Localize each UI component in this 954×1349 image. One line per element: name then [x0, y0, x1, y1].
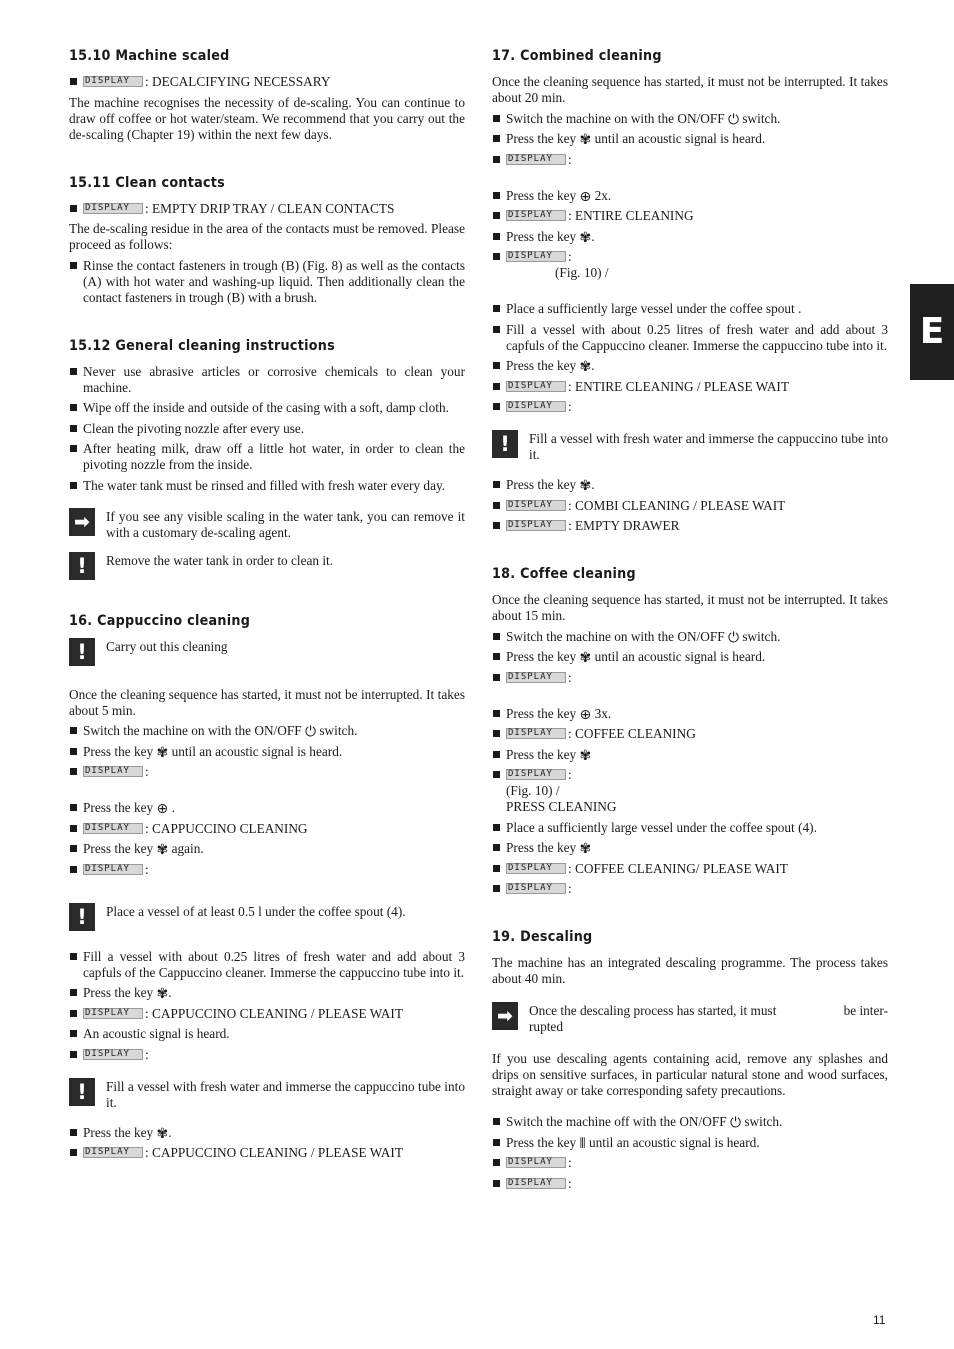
steam-key-icon: ✾ — [156, 1125, 169, 1142]
steam-key-icon: ✾ — [579, 747, 592, 764]
display-line: DISPLAY : COFFEE CLEANING/ PLEASE WAIT — [492, 861, 888, 877]
power-icon: ⏻ — [727, 111, 740, 128]
display-icon: DISPLAY — [506, 1178, 566, 1189]
tip-note: ➡ Once the descaling process has started, it must be inter- rupted — [492, 1003, 888, 1035]
list-item: Press the key ✾ — [492, 747, 888, 763]
figure-reference: (Fig. 10) / — [506, 783, 560, 798]
list-item: Press the key ⊕ . — [69, 800, 465, 816]
display-text: PRESS CLEANING — [506, 799, 617, 814]
steam-key-icon: ✾ — [579, 841, 592, 857]
display-line: DISPLAY : — [492, 1176, 888, 1192]
section-title-15-10: 15.10 Machine scaled — [69, 48, 230, 64]
left-column — [69, 48, 465, 1161]
paragraph: The machine recognises the necessity of de-scaling. You can continue to draw off coffee or hot water/steam. We recommend that you carry out the de-scaling (Chapter 19) within the next few days. — [69, 94, 465, 142]
arrow-icon: ➡ — [492, 1002, 518, 1030]
chapter-tab: E — [910, 284, 954, 380]
list-item: Clean the pivoting nozzle after every use. — [69, 421, 465, 437]
list-item: Fill a vessel with about 0.25 litres of fresh water and add about 3 capfuls of the Cappuccino cleaner. Immerse the cappuccino tube into it. — [492, 322, 888, 354]
tip-note: ➡ If you see any visible scaling in the water tank, you can remove it with a customary de-scaling agent. — [69, 509, 465, 541]
display-icon: DISPLAY — [83, 1147, 143, 1158]
warning-icon: ! — [69, 903, 95, 931]
display-line: DISPLAY : — [492, 152, 888, 168]
paragraph: The machine has an integrated descaling programme. The process takes about 40 min. — [492, 955, 888, 986]
display-icon: DISPLAY — [506, 401, 566, 412]
power-icon: ⏻ — [727, 629, 740, 646]
paragraph: If you use descaling agents containing acid, remove any splashes and drips on sensitive surfaces, in particular natural stone and wood surfaces, straight away or take corresponding safety precautions. — [492, 1051, 888, 1098]
steam-key-icon: ✾ — [579, 132, 592, 148]
display-icon: DISPLAY — [83, 1049, 143, 1060]
display-icon: DISPLAY — [506, 500, 566, 511]
list-item: Press the key ✾ — [492, 840, 888, 856]
paragraph: Once the cleaning sequence has started, it must not be interrupted. It takes about 20 min. — [492, 74, 888, 105]
list-item: The water tank must be rinsed and filled with fresh water every day. — [69, 478, 465, 494]
display-line: DISPLAY : — [492, 670, 888, 686]
arrow-icon: ➡ — [69, 508, 95, 536]
display-icon: DISPLAY — [506, 728, 566, 739]
display-icon: DISPLAY — [83, 823, 143, 834]
display-line: DISPLAY : COMBI CLEANING / PLEASE WAIT — [492, 498, 888, 514]
list-item: Press the key ✾. — [492, 358, 888, 374]
plus-key-icon: ⊕ — [579, 188, 592, 205]
steam-key-icon: ✾ — [156, 842, 169, 858]
list-item: Press the key ✾ until an acoustic signal is heard. — [492, 649, 888, 665]
display-icon: DISPLAY — [506, 381, 566, 392]
list-item: Switch the machine off with the ON/OFF ⏻ switch. — [492, 1114, 888, 1130]
plus-key-icon: ⊕ — [156, 801, 169, 817]
plus-key-icon: ⊕ — [579, 706, 592, 723]
list-item: Switch the machine on with the ON/OFF ⏻ switch. — [69, 723, 465, 739]
display-icon: DISPLAY — [83, 766, 143, 777]
display-line: DISPLAY : EMPTY DRAWER — [492, 518, 888, 534]
steam-key-icon: ✾ — [579, 650, 592, 666]
display-icon: DISPLAY — [506, 769, 566, 780]
list-item: Press the key ✾ again. — [69, 841, 465, 857]
list-item: Press the key ✾ until an acoustic signal is heard. — [492, 131, 888, 147]
display-line: DISPLAY : — [492, 399, 888, 415]
list-item: Never use abrasive articles or corrosive chemicals to clean your machine. — [69, 364, 465, 396]
steam-key-icon: ✾ — [579, 359, 592, 375]
list-item: Place a sufficiently large vessel under the coffee spout (4). — [492, 820, 888, 836]
steam-key-icon: ✾ — [156, 986, 169, 1002]
display-line: DISPLAY : — [492, 1155, 888, 1171]
display-icon: DISPLAY — [506, 1157, 566, 1168]
figure-reference: (Fig. 10) / — [555, 265, 609, 280]
list-item: Fill a vessel with about 0.25 litres of fresh water and add about 3 capfuls of the Cappuccino cleaner. Immerse the cappuccino tube into it. — [69, 949, 465, 981]
section-title-19: 19. Descaling — [492, 929, 593, 945]
steam-key-icon: ✾ — [579, 478, 592, 494]
display-line: DISPLAY : — [69, 764, 465, 780]
paragraph: Once the cleaning sequence has started, it must not be interrupted. It takes about 15 min. — [492, 592, 888, 623]
display-line: DISPLAY : ENTIRE CLEANING — [492, 208, 888, 224]
display-icon: DISPLAY — [506, 154, 566, 165]
section-title-15-12: 15.12 General cleaning instructions — [69, 337, 335, 354]
display-line: DISPLAY : CAPPUCCINO CLEANING — [69, 821, 465, 837]
list-item: Press the key ✾. — [69, 985, 465, 1001]
warning-note: ! Place a vessel of at least 0.5 l under the coffee spout (4). — [69, 904, 465, 934]
display-line: DISPLAY : COFFEE CLEANING — [492, 726, 888, 742]
section-title-18: 18. Coffee cleaning — [492, 566, 636, 582]
display-icon: DISPLAY — [506, 251, 566, 262]
section-title-17: 17. Combined cleaning — [492, 48, 662, 64]
display-line: DISPLAY : — [492, 767, 888, 783]
list-item: Press the key ✾. — [69, 1125, 465, 1141]
paragraph: The de-scaling residue in the area of the contacts must be removed. Please proceed as follows: — [69, 221, 465, 252]
list-item: Press the key ✾ until an acoustic signal is heard. — [69, 744, 465, 760]
paragraph: Once the cleaning sequence has started, it must not be interrupted. It takes about 5 min. — [69, 686, 465, 718]
power-icon: ⏻ — [729, 1115, 742, 1131]
list-item: Press the key ⊕ 2x. — [492, 188, 888, 204]
steam-key-icon: ✾ — [579, 229, 592, 246]
warning-note: ! Carry out this cleaning — [69, 639, 465, 669]
display-line: DISPLAY : — [69, 1047, 465, 1063]
list-item: Wipe off the inside and outside of the casing with a soft, damp cloth. — [69, 400, 465, 416]
list-item: After heating milk, draw off a little hot water, in order to clean the pivoting nozzle from the inside. — [69, 441, 465, 473]
list-item: Press the key ✾. — [492, 477, 888, 493]
section-title-16: 16. Cappuccino cleaning — [69, 612, 251, 629]
list-item: Switch the machine on with the ON/OFF ⏻ switch. — [492, 111, 888, 127]
power-icon: ⏻ — [304, 724, 317, 740]
steam-key-icon: ✾ — [156, 744, 169, 761]
display-icon: DISPLAY — [506, 863, 566, 874]
display-icon: DISPLAY — [83, 76, 143, 87]
display-icon: DISPLAY — [83, 1008, 143, 1019]
warning-note: ! Fill a vessel with fresh water and immerse the cappuccino tube into it. — [492, 431, 888, 463]
warning-icon: ! — [69, 1078, 95, 1106]
display-line: DISPLAY : DECALCIFYING NECESSARY — [69, 74, 465, 90]
display-icon: DISPLAY — [506, 672, 566, 683]
list-item: Switch the machine on with the ON/OFF ⏻ switch. — [492, 629, 888, 645]
display-line: DISPLAY : — [69, 862, 465, 878]
list-item: Press the key ⊕ 3x. — [492, 706, 888, 722]
display-line: DISPLAY : CAPPUCCINO CLEANING / PLEASE WAIT — [69, 1145, 465, 1161]
display-icon: DISPLAY — [83, 203, 143, 214]
display-icon: DISPLAY — [506, 883, 566, 894]
display-line: DISPLAY : — [492, 249, 888, 265]
warning-note: ! Fill a vessel with fresh water and immerse the cappuccino tube into it. — [69, 1079, 465, 1111]
list-item: Rinse the contact fasteners in trough (B) (Fig. 8) as well as the contacts (A) with hot water and washing-up liquid. Then additionally clean the contact fasteners in trough (B) with a brush. — [69, 258, 465, 306]
display-line: DISPLAY : EMPTY DRIP TRAY / CLEAN CONTACTS — [69, 201, 465, 217]
list-item: Press the key ✾. — [492, 229, 888, 245]
water-key-icon: ⦀ — [579, 1135, 586, 1152]
warning-icon: ! — [69, 552, 95, 580]
warning-icon: ! — [69, 638, 95, 666]
page-number: 11 — [873, 1313, 886, 1327]
display-icon: DISPLAY — [506, 520, 566, 531]
right-column — [492, 48, 888, 1192]
display-line: DISPLAY : CAPPUCCINO CLEANING / PLEASE WAIT — [69, 1006, 465, 1022]
section-title-15-11: 15.11 Clean contacts — [69, 174, 226, 191]
display-icon: DISPLAY — [506, 210, 566, 221]
warning-note: ! Remove the water tank in order to clean it. — [69, 553, 465, 583]
display-line: DISPLAY : — [492, 881, 888, 897]
list-item: Place a sufficiently large vessel under the coffee spout . — [492, 301, 888, 317]
list-item: An acoustic signal is heard. — [69, 1026, 465, 1042]
display-icon: DISPLAY — [83, 864, 143, 875]
warning-icon: ! — [492, 430, 518, 458]
list-item: Press the key ⦀ until an acoustic signal is heard. — [492, 1135, 888, 1151]
display-line: DISPLAY : ENTIRE CLEANING / PLEASE WAIT — [492, 379, 888, 395]
